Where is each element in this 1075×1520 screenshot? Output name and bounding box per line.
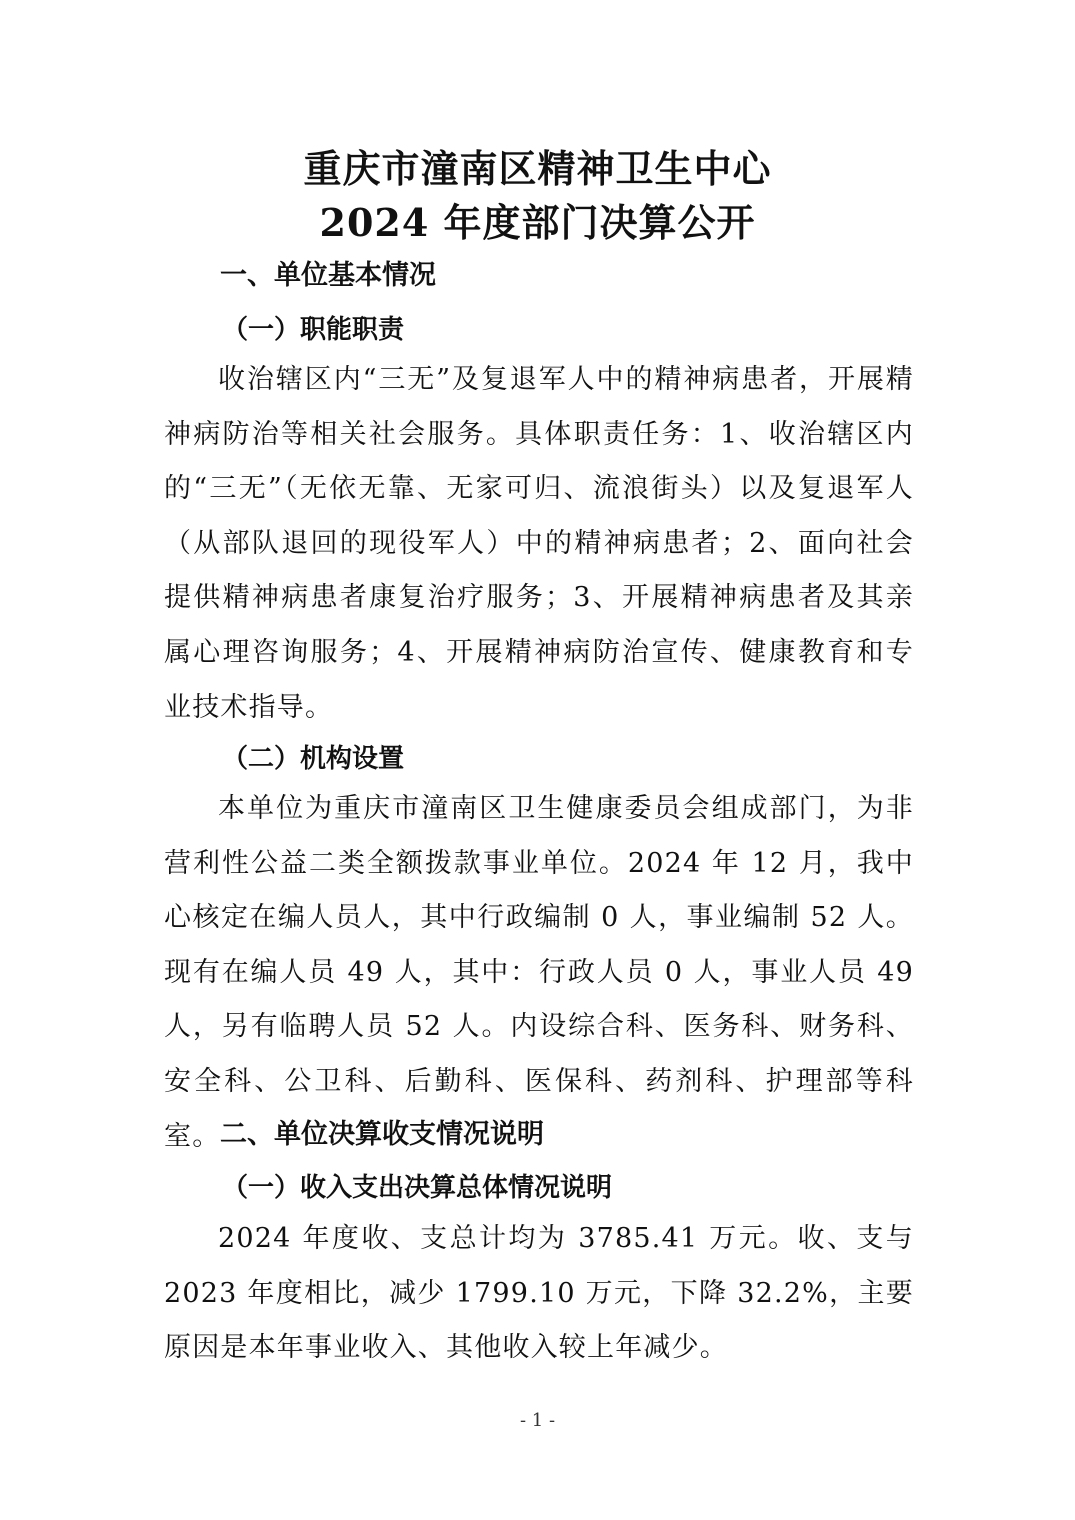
section-heading-basic-info: 一、单位基本情况 [220, 260, 436, 291]
subsection-heading-duties: （一）职能职责 [222, 315, 405, 345]
section-heading-budget: 二、单位决算收支情况说明 [220, 1119, 544, 1150]
page-number: - 1 - [519, 1410, 556, 1431]
paragraph-duties: 收治辖区内“三无”及复退军人中的精神病患者，开展精神病防治等相关社会服务。具体职责任务：1、收治辖区内的“三无”（无依无靠、无家可归、流浪街头）以及复退军人（从部队退回的现役军人）中的精神病患者；2、面向社会提供精神病患者康复治疗服务；3、开展精神病患者及其亲属心理咨询服务；4、开展精神病防治宣传、健康教育和专业技术指导。 [164, 364, 914, 723]
subsection-heading-income-expense: （一）收入支出决算总体情况说明 [222, 1173, 613, 1203]
paragraph-income-expense: 2024 年度收、支总计均为 3785.41 万元。收、支与 2023 年度相比，减少 1799.10 万元，下降 32.2%，主要原因是本年事业收入、其他收入较上年减少。 [164, 1223, 914, 1364]
subsection-heading-organization: （二）机构设置 [222, 744, 405, 774]
paragraph-organization: 本单位为重庆市潼南区卫生健康委员会组成部门，为非营利性公益二类全额拨款事业单位。2024 年 12 月，我中心核定在编人员人，其中行政编制 0 人，事业编制 52 人。现有在编人员 49 人，其中：行政人员 0 人，事业人员 49 人，另有临聘人员 52 人。内设综合科、医务科、财务科、安全科、公卫科、后勤科、医保科、药剂科、护理部等科室。 [164, 793, 914, 1152]
document-title-line2: 2024 年度部门决算公开 [319, 200, 756, 245]
document-title-line1: 重庆市潼南区精神卫生中心 [303, 146, 772, 191]
